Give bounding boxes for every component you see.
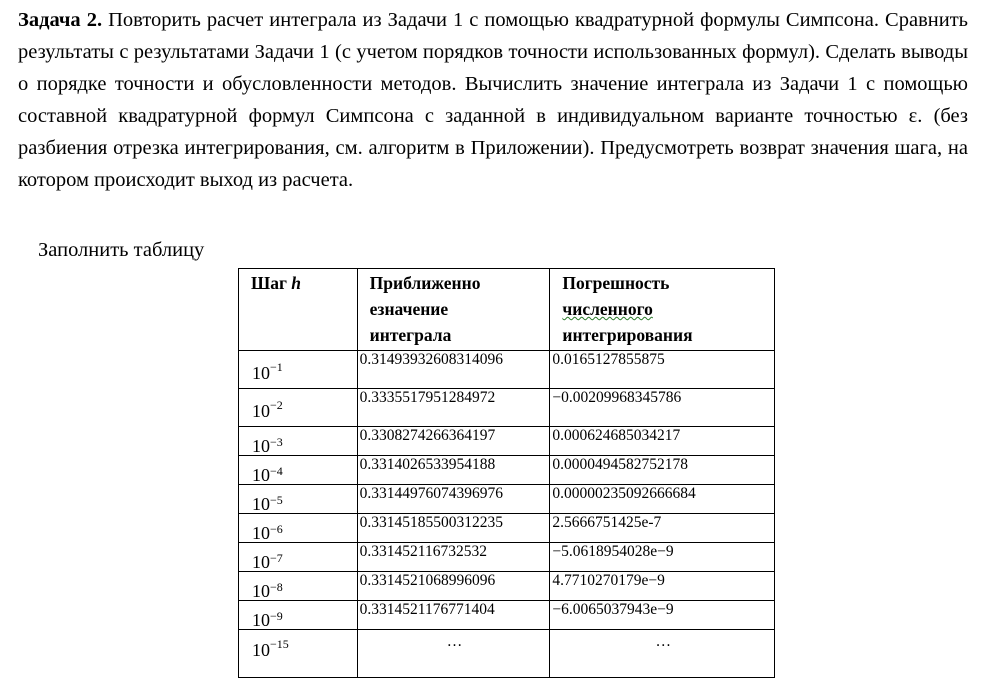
table-row	[239, 351, 775, 389]
table-row	[239, 601, 775, 630]
fill-table-label: Заполнить таблицу	[38, 239, 205, 261]
value-cell: 0.33144976074396976	[357, 485, 550, 514]
step-cell: $10^{-2}$	[239, 389, 358, 427]
error-cell: −0.00209968345786	[550, 389, 775, 427]
table-row	[239, 456, 775, 485]
value-cell: 0.331452116732532	[357, 543, 550, 572]
step-cell: $10^{-1}$	[239, 351, 358, 389]
step-cell: $10^{-7}$	[239, 543, 358, 572]
step-cell: $10^{-8}$	[239, 572, 358, 601]
step-cell: $10^{-6}$	[239, 514, 358, 543]
value-cell: 0.3314521068996096	[357, 572, 550, 601]
error-cell: −5.0618954028e−9	[550, 543, 775, 572]
table-row	[239, 630, 775, 678]
step-cell: $10^{-15}$	[239, 630, 358, 678]
value-cell: …	[357, 630, 550, 678]
table-header-row	[239, 269, 775, 351]
error-cell: −6.0065037943e−9	[550, 601, 775, 630]
task-text: Повторить расчет интеграла из Задачи 1 с помощью квадратурной формулы Симпсона. Сравнить результаты с результатами Задачи 1 (с учетом порядков точности использованных формул). Сделать выводы о порядке точности и обусловленности методов. Вычислить значение интеграла из Задачи 1 с помощью составной квадратурной формул Симпсона с заданной в индивидуальном варианте точностью ε. (без разбиения отрезка интегрирования, см. алгоритм в Приложении). Предусмотреть возврат значения шага, на котором происходит выход из расчета.	[18, 9, 969, 191]
value-cell: 0.3314521176771404	[357, 601, 550, 630]
table-row	[239, 485, 775, 514]
value-cell: 0.3335517951284972	[357, 389, 550, 427]
table-row	[239, 572, 775, 601]
error-cell: 0.0000494582752178	[550, 456, 775, 485]
value-cell: 0.33145185500312235	[357, 514, 550, 543]
step-cell: $10^{-4}$	[239, 456, 358, 485]
step-cell: $10^{-3}$	[239, 427, 358, 456]
value-cell: 0.31493932608314096	[357, 351, 550, 389]
task-paragraph	[18, 4, 968, 196]
step-cell: $10^{-9}$	[239, 601, 358, 630]
task-label: Задача 2.	[18, 9, 103, 31]
error-cell: …	[550, 630, 775, 678]
header-step: Шаг h	[239, 269, 358, 351]
header-error: Погрешность численного интегрирования	[550, 269, 775, 351]
error-cell: 0.00000235092666684	[550, 485, 775, 514]
results-table	[238, 268, 775, 678]
step-cell: $10^{-5}$	[239, 485, 358, 514]
table-row	[239, 514, 775, 543]
error-cell: 4.7710270179e−9	[550, 572, 775, 601]
value-cell: 0.3314026533954188	[357, 456, 550, 485]
error-cell: 0.0165127855875	[550, 351, 775, 389]
table-row	[239, 389, 775, 427]
table-row	[239, 427, 775, 456]
error-cell: 0.000624685034217	[550, 427, 775, 456]
table-row	[239, 543, 775, 572]
header-approx-value: Приближенно езначение интеграла	[357, 269, 550, 351]
error-cell: 2.5666751425e-7	[550, 514, 775, 543]
value-cell: 0.3308274266364197	[357, 427, 550, 456]
